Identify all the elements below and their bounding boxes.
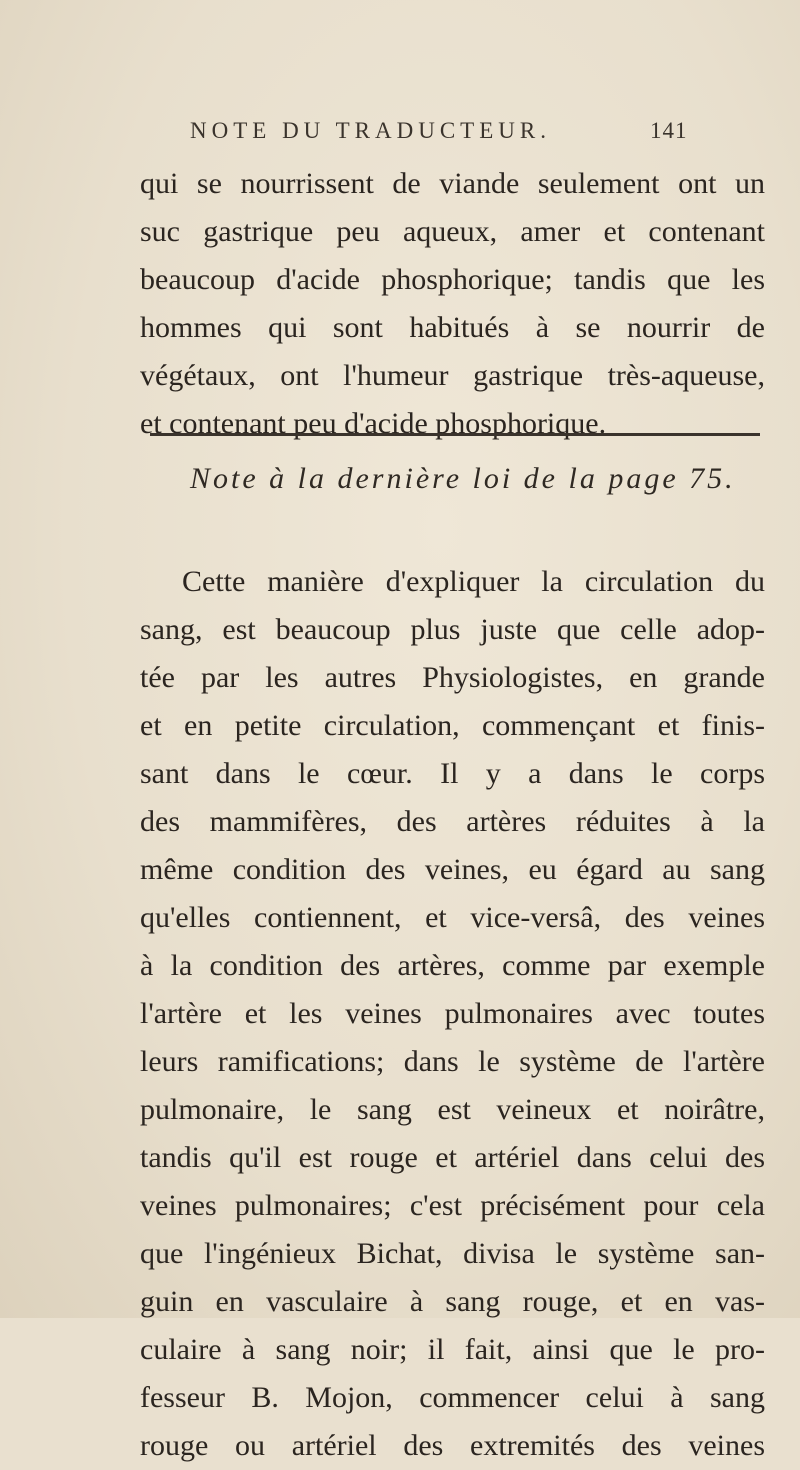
- text-line: qu'elles contiennent, et vice-versâ, des veines: [140, 901, 765, 934]
- text-line: guin en vasculaire à sang rouge, et en vas-: [140, 1285, 765, 1318]
- note-heading: Note à la dernière loi de la page 75.: [190, 462, 736, 495]
- text-line: végétaux, ont l'humeur gastrique très-aqueuse,: [140, 359, 765, 392]
- text-line: rouge ou artériel des extremités des veines: [140, 1429, 765, 1462]
- text-line: qui se nourrissent de viande seulement ont un: [140, 167, 765, 200]
- paragraph-2: [140, 558, 765, 1470]
- text-line: tandis qu'il est rouge et artériel dans celui des: [140, 1141, 765, 1174]
- text-line: et contenant peu d'acide phosphorique.: [140, 407, 607, 440]
- text-line: à la condition des artères, comme par exemple: [140, 949, 765, 982]
- text-line: sang, est beaucoup plus juste que celle adop-: [140, 613, 765, 646]
- text-line: leurs ramifications; dans le système de l'artère: [140, 1045, 765, 1078]
- text-line: l'artère et les veines pulmonaires avec toutes: [140, 997, 765, 1030]
- text-line: que l'ingénieux Bichat, divisa le système san-: [140, 1237, 765, 1270]
- text-line: tée par les autres Physiologistes, en grande: [140, 661, 765, 694]
- text-line: des mammifères, des artères réduites à la: [140, 805, 765, 838]
- text-line: pulmonaire, le sang est veineux et noirâtre,: [140, 1093, 765, 1126]
- header-title: NOTE DU TRADUCTEUR.: [190, 118, 551, 143]
- text-line: culaire à sang noir; il fait, ainsi que le pro-: [140, 1333, 765, 1366]
- text-line: même condition des veines, eu égard au sang: [140, 853, 765, 886]
- text-line: hommes qui sont habitués à se nourrir de: [140, 311, 765, 344]
- text-line: sant dans le cœur. Il y a dans le corps: [140, 757, 765, 790]
- text-line: et en petite circulation, commençant et finis-: [140, 709, 765, 742]
- paragraph-1: [140, 160, 765, 448]
- page-number: 141: [650, 118, 688, 143]
- text-line: beaucoup d'acide phosphorique; tandis que les: [140, 263, 765, 296]
- text-line: fesseur B. Mojon, commencer celui à sang: [140, 1381, 765, 1414]
- text-line: Cette manière d'expliquer la circulation du: [182, 565, 765, 598]
- text-line: suc gastrique peu aqueux, amer et contenant: [140, 215, 765, 248]
- text-line: veines pulmonaires; c'est précisément pour cela: [140, 1189, 765, 1222]
- section-divider: [150, 433, 760, 436]
